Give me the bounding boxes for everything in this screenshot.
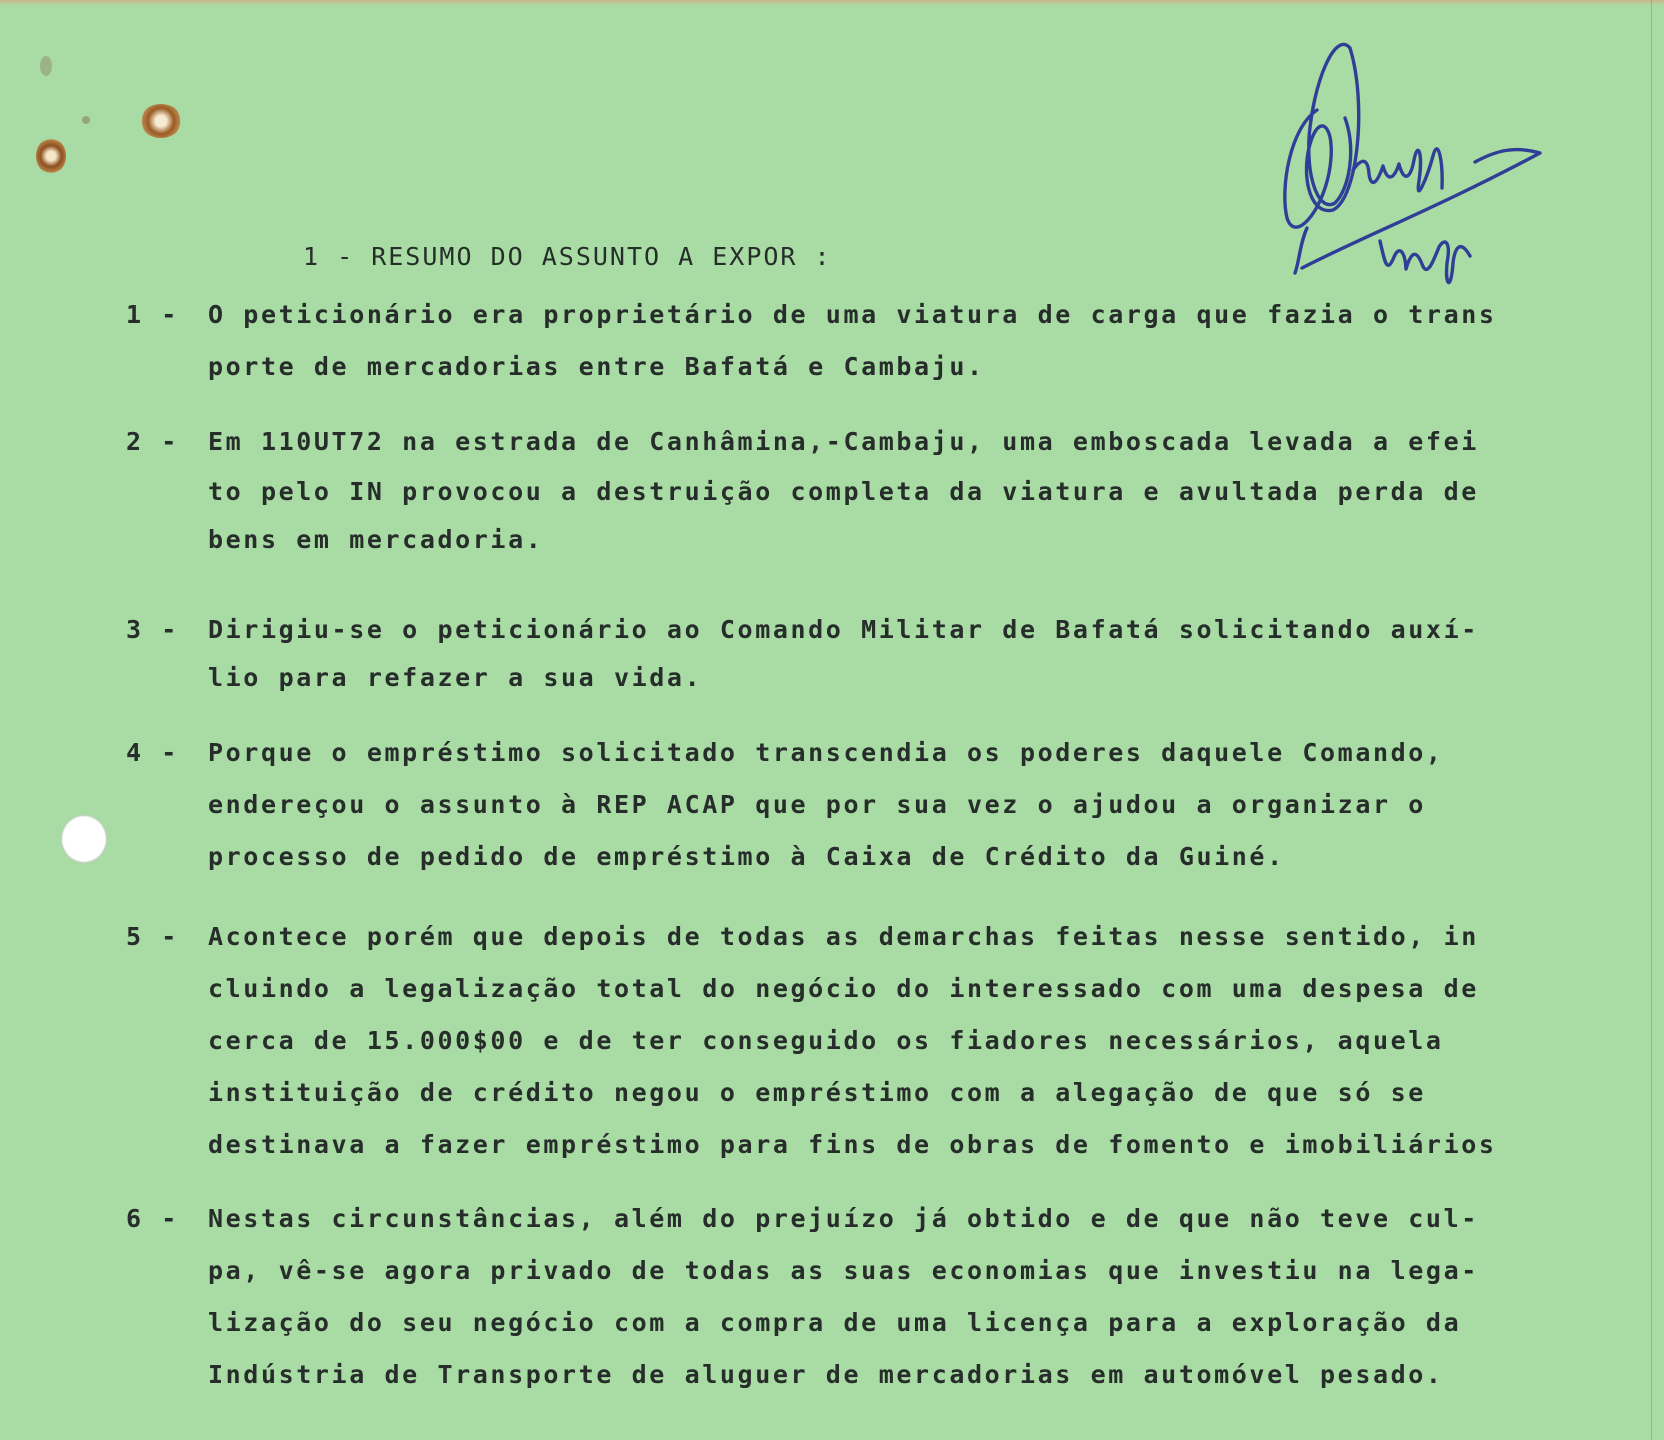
paragraph-5 [126, 922, 1656, 1172]
paragraph-line: lização do seu negócio com a compra de uma licença para a exploração da [208, 1308, 1462, 1337]
paragraph-line: to pelo IN provocou a destruição completa da viatura e avultada perda de [208, 477, 1479, 506]
paragraph-line: O peticionário era proprietário de uma viatura de carga que fazia o trans [208, 300, 1497, 329]
paper-stain [82, 116, 90, 124]
paragraph-line: destinava a fazer empréstimo para fins de obras de fomento e imobiliários [208, 1130, 1497, 1159]
handwritten-signature [1265, 38, 1550, 288]
paragraph-line: bens em mercadoria. [208, 525, 544, 554]
paragraph-line: endereçou o assunto à REP ACAP que por sua vez o ajudou a organizar o [208, 790, 1426, 819]
punch-hole [61, 815, 107, 863]
paragraph-number: 3 - [126, 615, 179, 644]
paragraph-line: Porque o empréstimo solicitado transcendia os poderes daquele Comando, [208, 738, 1444, 767]
paragraph-number: 1 - [126, 300, 179, 329]
paragraph-number: 6 - [126, 1204, 179, 1233]
paragraph-4 [126, 738, 1656, 888]
paragraph-line: lio para refazer a sua vida. [208, 663, 703, 692]
paper-stain [40, 56, 52, 76]
paragraph-line: porte de mercadorias entre Bafatá e Cambaju. [208, 352, 985, 381]
paragraph-line: cerca de 15.000$00 e de ter conseguido os fiadores necessários, aquela [208, 1026, 1444, 1055]
rust-mark [36, 138, 66, 174]
paragraph-line: pa, vê-se agora privado de todas as suas economias que investiu na lega- [208, 1256, 1479, 1285]
paragraph-6 [126, 1204, 1656, 1404]
paragraph-line: Indústria de Transporte de aluguer de mercadorias em automóvel pesado. [208, 1360, 1444, 1389]
paragraph-line: Nestas circunstâncias, além do prejuízo já obtido e de que não teve cul- [208, 1204, 1479, 1233]
paragraph-number: 2 - [126, 427, 179, 456]
paragraph-line: instituição de crédito negou o empréstimo com a alegação de que só se [208, 1078, 1426, 1107]
section-heading: 1 - RESUMO DO ASSUNTO A EXPOR : [303, 242, 832, 271]
paragraph-line: Acontece porém que depois de todas as demarchas feitas nesse sentido, in [208, 922, 1479, 951]
rust-mark [140, 104, 182, 138]
paragraph-1 [126, 300, 1656, 410]
paragraph-line: processo de pedido de empréstimo à Caixa de Crédito da Guiné. [208, 842, 1285, 871]
paragraph-line: cluindo a legalização total do negócio do interessado com uma despesa de [208, 974, 1479, 1003]
paragraph-number: 5 - [126, 922, 179, 951]
paper-top-edge [0, 0, 1664, 6]
paragraph-line: Dirigiu-se o peticionário ao Comando Militar de Bafatá solicitando auxí- [208, 615, 1479, 644]
paragraph-3 [126, 615, 1656, 715]
paragraph-2 [126, 427, 1656, 577]
paragraph-number: 4 - [126, 738, 179, 767]
paragraph-line: Em 110UT72 na estrada de Canhâmina,-Cambaju, uma emboscada levada a efei [208, 427, 1479, 456]
